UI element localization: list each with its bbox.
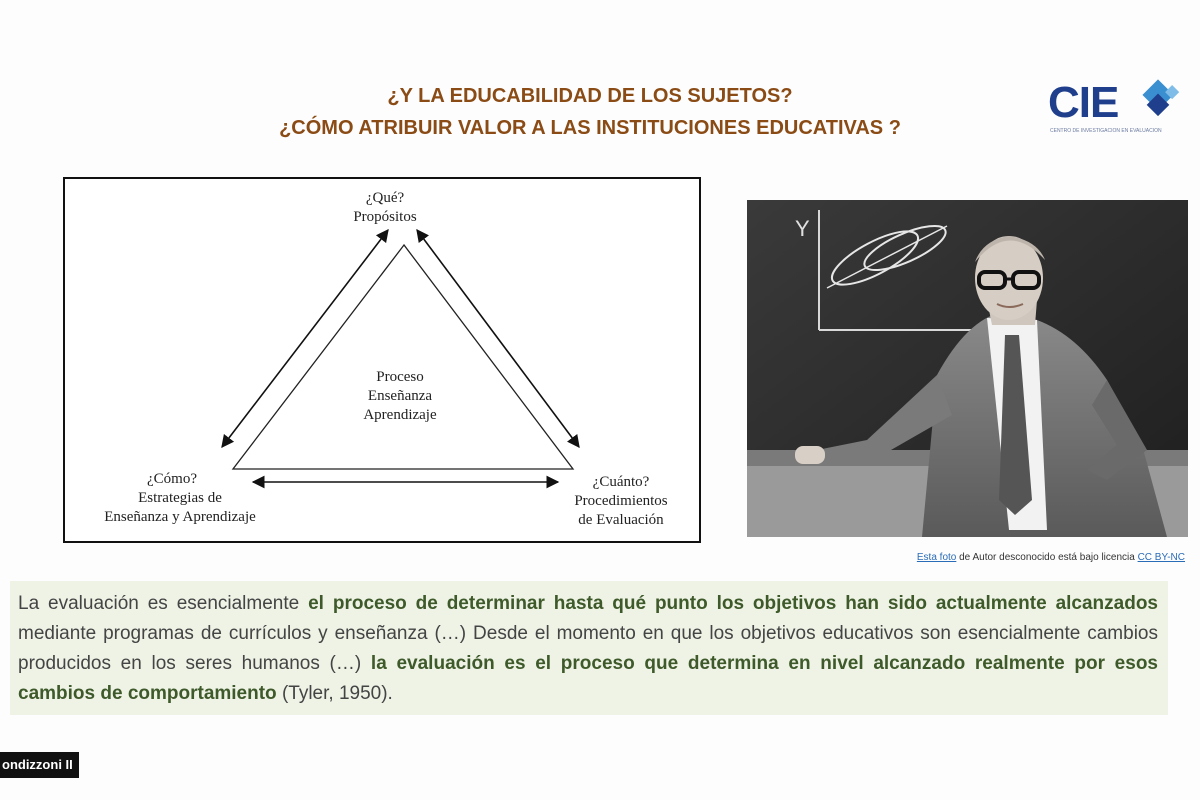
label-top <box>325 189 445 227</box>
photo-link[interactable]: Esta foto <box>916 552 957 563</box>
label-center-line3: Aprendizaje <box>363 407 437 423</box>
label-right-line3: de Evaluación <box>578 512 664 528</box>
quote-bold-1: el proceso de determinar hasta qué punto los objetivos han sido actualmente alcanzados <box>308 593 1159 614</box>
quote-bold-2: la evaluación es el proceso que determina en nivel alcanzado realmente por esos cambios de comportamiento <box>18 653 1158 704</box>
label-top-line1: ¿Qué? <box>365 190 405 206</box>
cie-logo <box>1046 76 1186 138</box>
quote-part-3: (Tyler, 1950). <box>276 683 393 704</box>
photo-illustration <box>747 200 1188 537</box>
label-left <box>75 470 285 527</box>
participant-name-tag: ondizzoni II <box>0 752 79 778</box>
label-center <box>325 368 475 425</box>
board-letter: Y <box>795 216 810 241</box>
slide-title <box>200 80 980 144</box>
hand-left <box>795 446 825 464</box>
tyler-photo <box>747 200 1188 537</box>
quote-part-1: La evaluación es esencialmente <box>18 593 309 614</box>
label-left-line2: Estrategias de <box>138 490 222 506</box>
label-left-line1: ¿Cómo? <box>147 471 197 487</box>
title-line-1: ¿Y LA EDUCABILIDAD DE LOS SUJETOS? <box>387 85 793 107</box>
logo-subtitle: CENTRO DE INVESTIGACIÓN EN EVALUACIÓN <box>1050 128 1162 134</box>
title-line-2: ¿CÓMO ATRIBUIR VALOR A LAS INSTITUCIONES EDUCATIVAS ? <box>279 117 901 139</box>
photo-credit <box>780 552 1185 563</box>
label-right-line1: ¿Cuánto? <box>592 474 650 490</box>
label-left-line3: Enseñanza y Aprendizaje <box>104 509 256 525</box>
label-right <box>551 473 691 530</box>
label-center-line2: Enseñanza <box>367 388 433 404</box>
quote-part-2: mediante programas de currículos y enseñanza (…) Desde el momento en que los objetivos educativos son esencialmente cambios producidos en los seres humanos (…) <box>18 623 1158 674</box>
credit-text: de Autor desconocido está bajo licencia <box>956 552 1138 563</box>
label-right-line2: Procedimientos <box>574 493 668 509</box>
tyler-quote <box>18 589 1158 709</box>
teaching-triangle-diagram <box>63 177 701 543</box>
label-top-line2: Propósitos <box>353 209 417 225</box>
logo-text: CIE <box>1048 78 1119 127</box>
inner-triangle <box>233 245 573 469</box>
label-center-line1: Proceso <box>376 369 424 385</box>
tyler-quote-box <box>10 581 1168 715</box>
license-link[interactable]: CC BY-NC <box>1137 552 1185 563</box>
